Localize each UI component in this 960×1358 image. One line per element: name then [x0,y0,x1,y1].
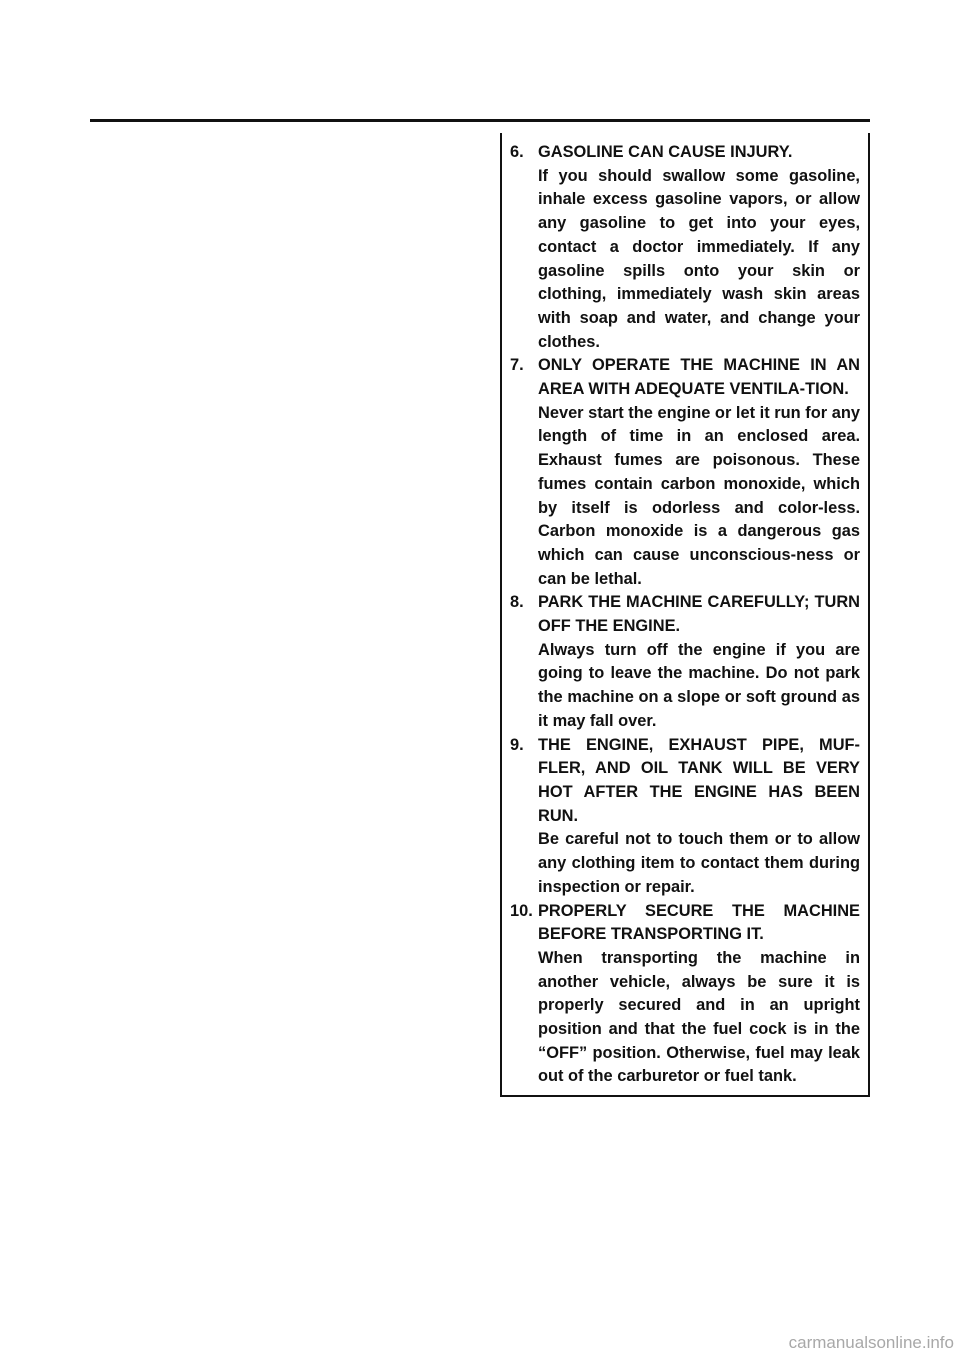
list-item [510,141,860,354]
item-body: If you should swallow some gasoline, inhale excess gasoline vapors, or allow any gasoline to get into your eyes, contact a doctor immediately. If any gasoline spills onto your skin or clothing, immediately wash skin areas with soap and water, and change your clothes. [538,166,860,351]
list-item [510,900,860,1090]
top-rule [90,119,870,122]
watermark: carmanualsonline.info [788,1333,954,1352]
item-number: 10. [510,901,533,920]
list-item [510,591,860,733]
item-body: Always turn off the engine if you are going to leave the machine. Do not park the machine on a slope or soft ground as it may fall over. [538,640,860,730]
list-item [510,734,860,900]
item-number: 7. [510,356,524,375]
item-number: 9. [510,735,524,754]
item-body: Never start the engine or let it run for any length of time in an enclosed area. Exhaust fumes are poisonous. These fumes contain carbon monoxide, which by itself is odorless and color-less. Carbon monoxide is a dangerous gas which can cause unconscious-ness or can be lethal. [538,403,860,588]
item-heading: GASOLINE CAN CAUSE INJURY. [538,143,793,161]
item-number: 8. [510,593,524,612]
item-heading: PROPERLY SECURE THE MACHINE BEFORE TRANSPORTING IT. [538,901,860,944]
item-heading: THE ENGINE, EXHAUST PIPE, MUF-FLER, AND OIL TANK WILL BE VERY HOT AFTER THE ENGINE HAS BEEN RUN. [538,735,860,825]
item-heading: PARK THE MACHINE CAREFULLY; TURN OFF THE ENGINE. [538,593,860,636]
item-body: When transporting the machine in another vehicle, always be sure it is properly secured and in an upright position and that the fuel cock is in the “OFF” position. Otherwise, fuel may leak out of the carburetor or fuel tank. [538,948,860,1086]
item-body: Be careful not to touch them or to allow any clothing item to contact them during inspection or repair. [538,830,860,896]
item-heading: ONLY OPERATE THE MACHINE IN AN AREA WITH ADEQUATE VENTILA-TION. [538,356,860,399]
item-number: 6. [510,143,524,161]
warning-box [500,133,870,1097]
warning-items [510,141,860,1089]
list-item [510,354,860,591]
